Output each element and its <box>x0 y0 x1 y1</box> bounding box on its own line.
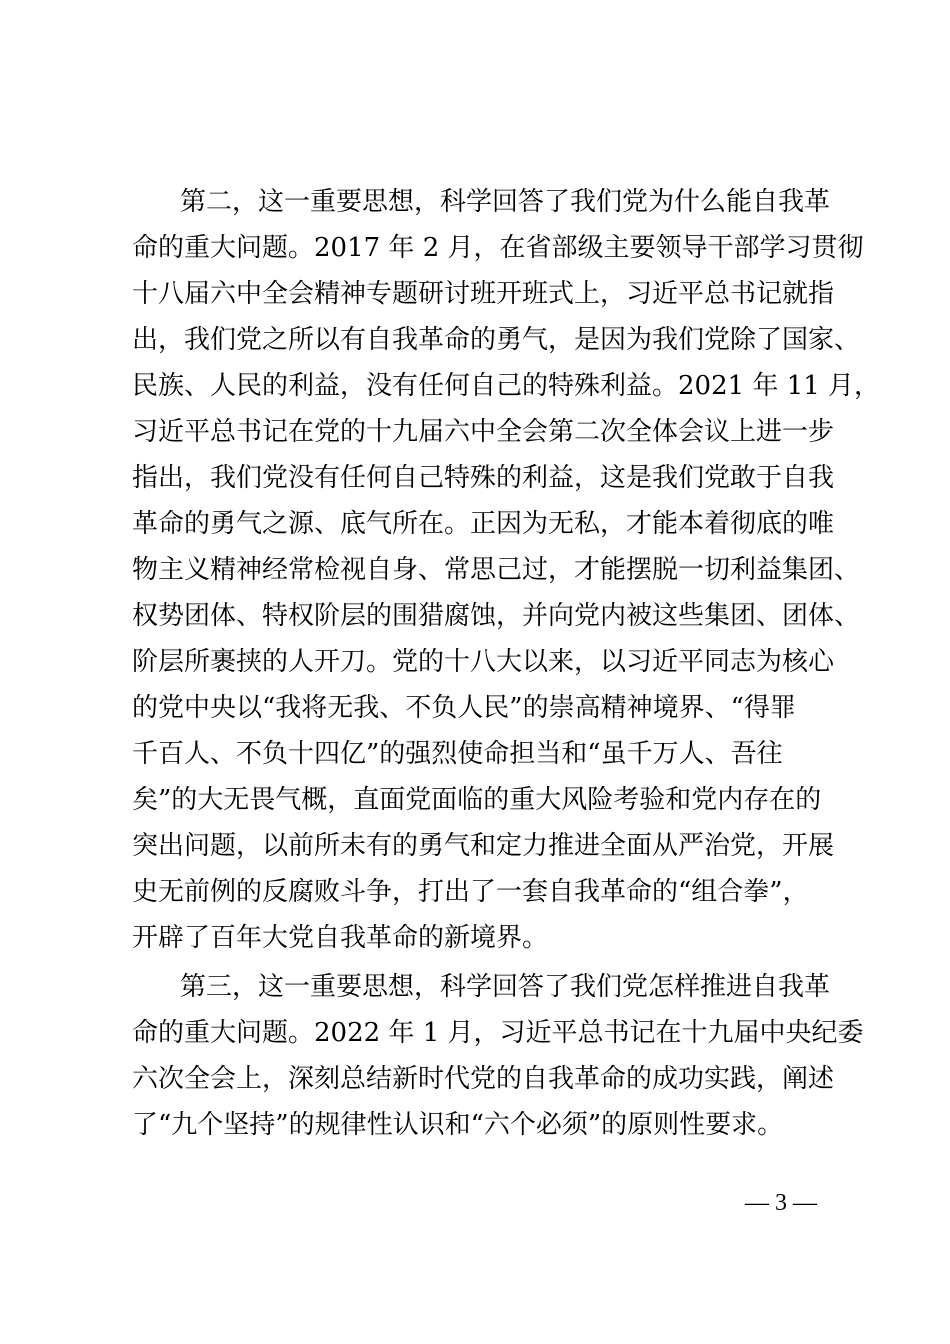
paragraph-2-line-2: 命的重大问题。2017 年 2 月，在省部级主要领导干部学习贯彻 <box>132 233 864 263</box>
paragraph-2-line-3: 十八届六中全会精神专题研讨班开班式上，习近平总书记就指 <box>132 279 835 309</box>
paragraph-2-line-14: 矣”的大无畏气概，直面党面临的重大风险考验和党内存在的 <box>132 785 822 815</box>
paragraph-3-line-1: 第三，这一重要思想，科学回答了我们党怎样推进自我革 <box>180 972 831 1002</box>
paragraph-2-line-16: 史无前例的反腐败斗争，打出了一套自我革命的“组合拳”， <box>132 877 809 907</box>
paragraph-2-line-10: 权势团体、特权阶层的围猎腐蚀，并向党内被这些集团、团体、 <box>132 601 861 631</box>
paragraph-2-line-8: 革命的勇气之源、底气所在。正因为无私，才能本着彻底的唯 <box>132 509 835 539</box>
paragraph-2-line-17: 开辟了百年大党自我革命的新境界。 <box>132 923 549 953</box>
paragraph-3-line-2: 命的重大问题。2022 年 1 月，习近平总书记在十九届中央纪委 <box>132 1018 864 1048</box>
paragraph-2-line-13: 千百人、不负十四亿”的强烈使命担当和“虽千万人、吾往 <box>132 739 783 769</box>
paragraph-3-line-3: 六次全会上，深刻总结新时代党的自我革命的成功实践，阐述 <box>132 1064 835 1094</box>
paragraph-2-line-9: 物主义精神经常检视自身、常思己过，才能摆脱一切利益集团、 <box>132 555 861 585</box>
paragraph-2-line-12: 的党中央以“我将无我、不负人民”的崇高精神境界、“得罪 <box>132 693 796 723</box>
paragraph-3-line-4: 了“九个坚持”的规律性认识和“六个必须”的原则性要求。 <box>132 1110 784 1140</box>
paragraph-2-line-6: 习近平总书记在党的十九届六中全会第二次全体会议上进一步 <box>132 417 835 447</box>
paragraph-2-line-5: 民族、人民的利益，没有任何自己的特殊利益。2021 年 11 月， <box>132 371 881 401</box>
paragraph-2-line-15: 突出问题，以前所未有的勇气和定力推进全面从严治党，开展 <box>132 831 835 861</box>
paragraph-2-line-1: 第二，这一重要思想，科学回答了我们党为什么能自我革 <box>180 187 831 217</box>
paragraph-2-line-7: 指出，我们党没有任何自己特殊的利益，这是我们党敢于自我 <box>132 463 835 493</box>
page-number: — 3 — <box>745 1190 817 1216</box>
paragraph-2-line-11: 阶层所裹挟的人开刀。党的十八大以来，以习近平同志为核心 <box>132 647 835 677</box>
paragraph-2-line-4: 出，我们党之所以有自我革命的勇气，是因为我们党除了国家、 <box>132 325 861 355</box>
